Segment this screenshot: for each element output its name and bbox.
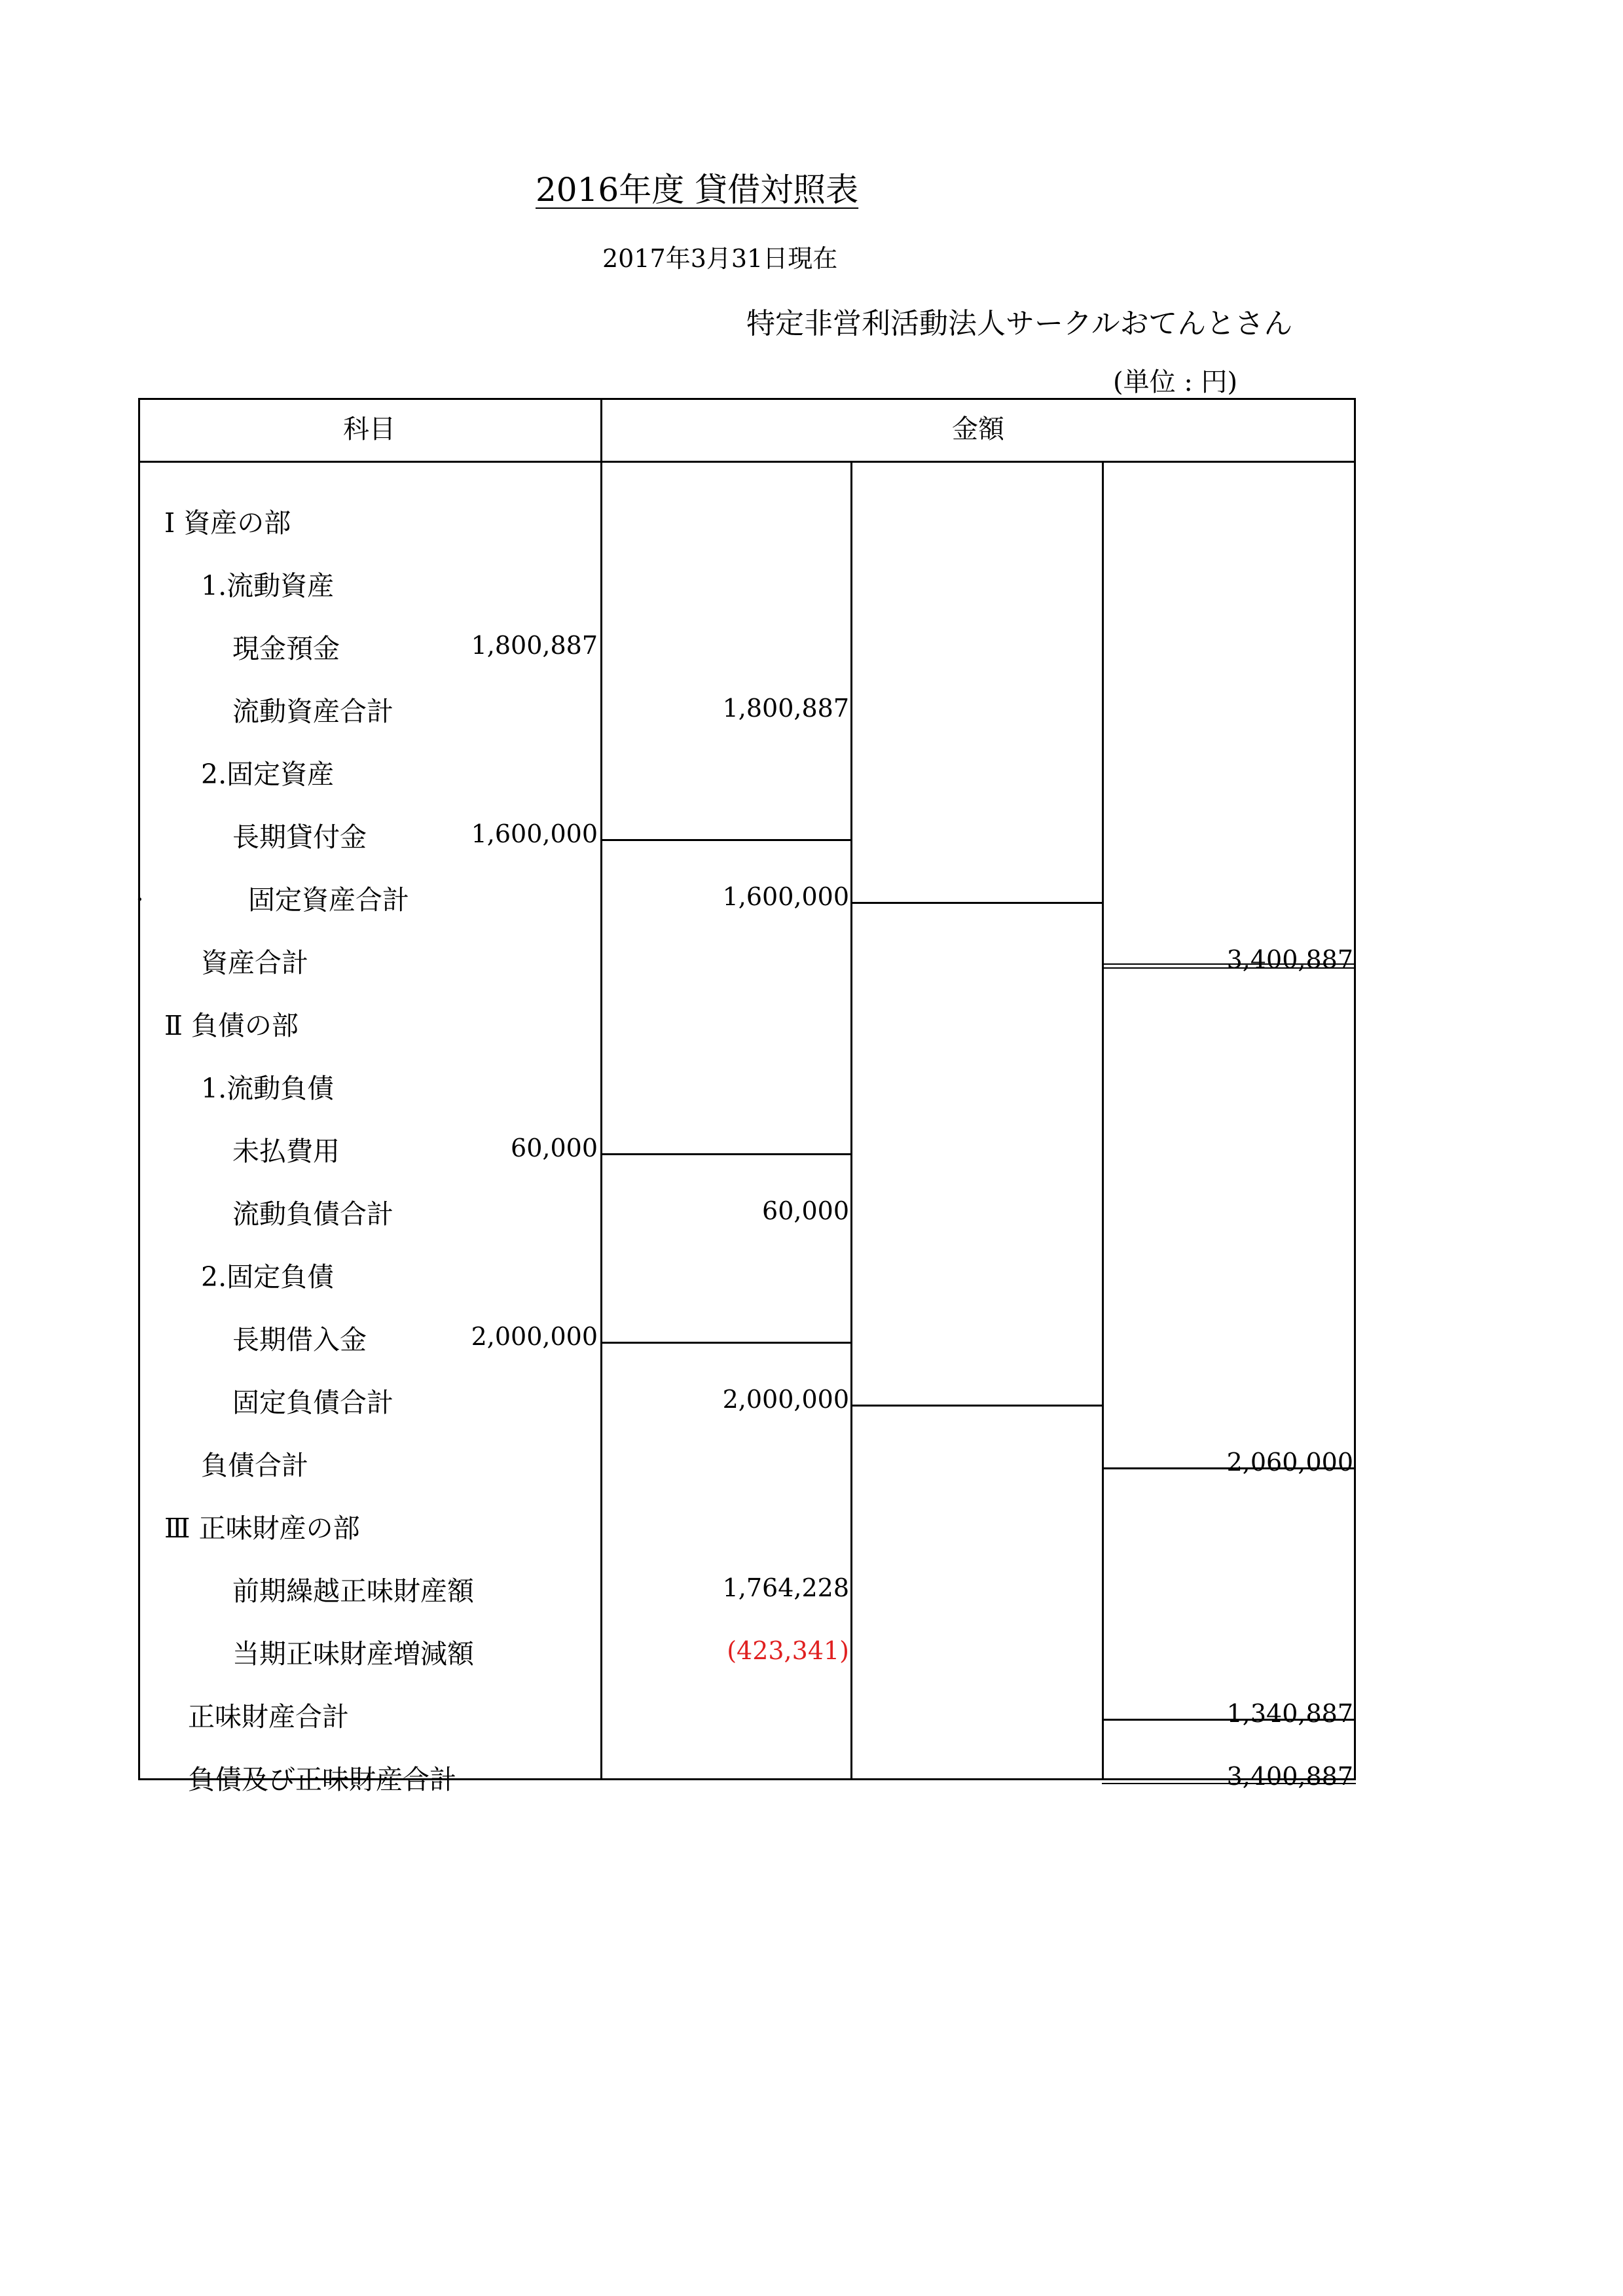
table-row [138, 673, 1356, 736]
amount-col2: 2,000,000 [722, 1385, 849, 1414]
amount-col3: 2,060,000 [1226, 1448, 1353, 1477]
row-label: 当期正味財産増減額 [232, 1638, 474, 1670]
table-row [138, 547, 1356, 610]
amount-col3: 1,340,887 [1226, 1699, 1353, 1728]
table-row [138, 1113, 1356, 1175]
row-label: 1.流動負債 [201, 1073, 335, 1104]
table-row [138, 1301, 1356, 1364]
row-label: 長期借入金 [232, 1324, 367, 1355]
organization-name: 特定非営利活動法人サークルおてんとさん [746, 307, 1293, 340]
stray-mark: . [136, 877, 144, 907]
header-subject: 科目 [343, 414, 395, 444]
row-label: Ⅱ 負債の部 [164, 1010, 299, 1041]
amount-col2-negative: (423,341) [727, 1636, 849, 1665]
table-row [138, 484, 1356, 547]
row-label: 現金預金 [232, 633, 340, 664]
unit-note: (単位 : 円) [1113, 367, 1238, 397]
table-row [138, 610, 1356, 673]
amount-col3: 3,400,887 [1226, 945, 1353, 974]
table-row [138, 1552, 1356, 1615]
table-row [138, 1427, 1356, 1490]
row-label: 流動資産合計 [232, 696, 393, 727]
row-label: 前期繰越正味財産額 [232, 1575, 474, 1607]
table-row [138, 861, 1356, 924]
row-label: Ⅲ 正味財産の部 [164, 1513, 360, 1544]
table-row [138, 1175, 1356, 1238]
row-label: 未払費用 [232, 1136, 340, 1167]
amount-col2: 1,764,228 [722, 1573, 849, 1602]
table-row [138, 1050, 1356, 1113]
table-row [138, 924, 1356, 987]
document-title: 2016年度 貸借対照表 [536, 171, 859, 209]
row-label: 2.固定資産 [201, 759, 335, 790]
amount-col1: 1,600,000 [471, 819, 598, 848]
row-label: 2.固定負債 [201, 1261, 335, 1293]
row-label: 負債及び正味財産合計 [188, 1764, 456, 1795]
table-row [138, 736, 1356, 798]
table-row [138, 1615, 1356, 1678]
header-amount: 金額 [952, 414, 1004, 444]
header-divider [138, 461, 1356, 463]
row-label: 流動負債合計 [232, 1198, 393, 1230]
amount-col2: 1,800,887 [722, 694, 849, 723]
row-label: Ⅰ 資産の部 [164, 507, 291, 539]
table-row [138, 1741, 1356, 1804]
row-label: 正味財産合計 [188, 1701, 349, 1732]
table-row [138, 798, 1356, 861]
as-of-date: 2017年3月31日現在 [602, 244, 838, 273]
amount-col1: 60,000 [511, 1134, 598, 1162]
amount-col2: 1,600,000 [722, 882, 849, 911]
row-label: 固定負債合計 [232, 1387, 393, 1418]
table-row [138, 987, 1356, 1050]
amount-col1: 2,000,000 [471, 1322, 598, 1351]
balance-sheet-table [136, 398, 1356, 1795]
table-row [138, 1678, 1356, 1741]
table-row [138, 1490, 1356, 1552]
amount-col3: 3,400,887 [1226, 1762, 1353, 1791]
amount-col2: 60,000 [762, 1196, 849, 1225]
row-label: 長期貸付金 [232, 821, 367, 853]
row-label: 資産合計 [201, 947, 308, 978]
amount-col1: 1,800,887 [471, 631, 598, 660]
row-label: 1.流動資産 [201, 570, 335, 601]
row-label: 固定資産合計 [248, 884, 409, 916]
table-row [138, 1238, 1356, 1301]
table-row [138, 1364, 1356, 1427]
row-label: 負債合計 [201, 1450, 308, 1481]
